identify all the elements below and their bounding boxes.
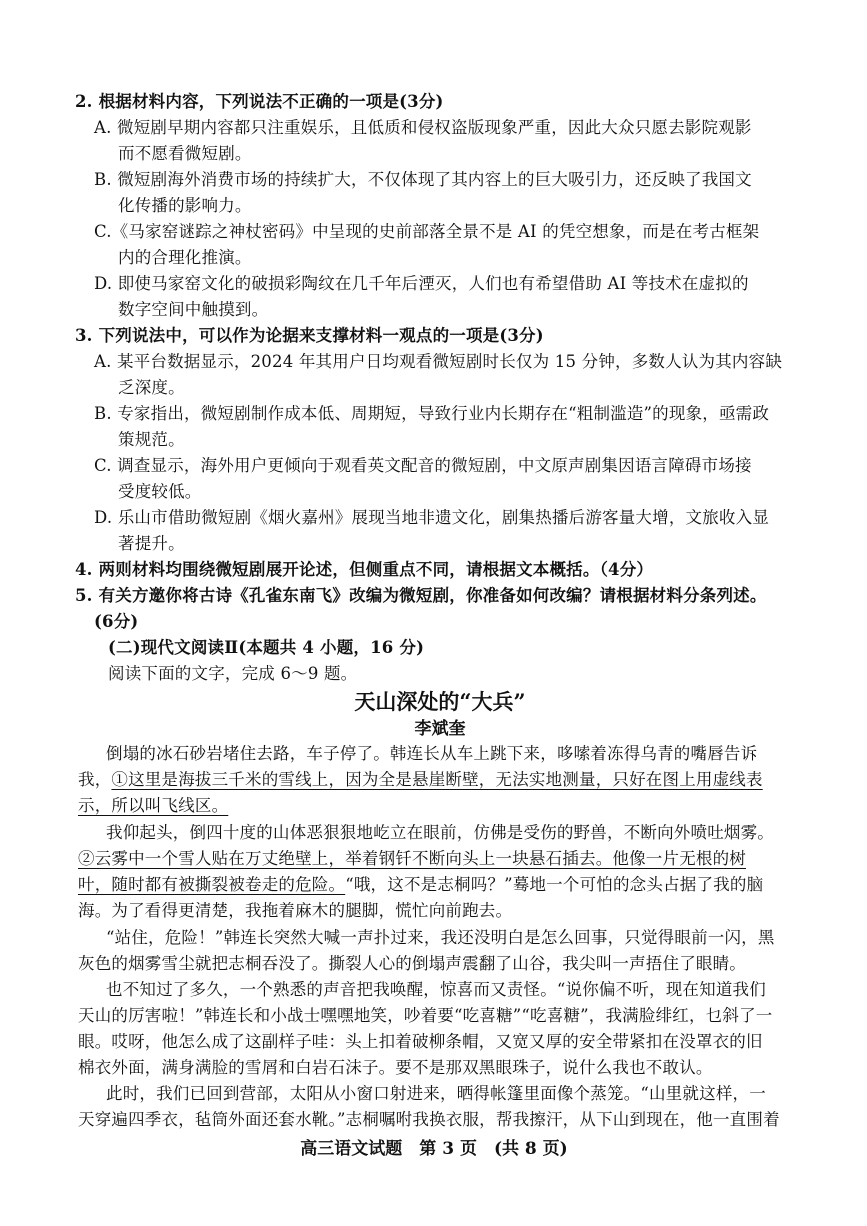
q3-option-b-cont: 策规范。 <box>118 430 185 449</box>
q3-stem: 3. 下列说法中，可以作为论据来支撑材料一观点的一项是(3分) <box>75 326 544 345</box>
q3-option-d-cont: 著提升。 <box>118 534 185 553</box>
underlined-sentence-1-cont: 示，所以叫飞线区。 <box>78 796 229 815</box>
q5-stem: 5. 有关方邀你将古诗《孔雀东南飞》改编为微短剧，你准备如何改编？请根据材料分条列述。 <box>75 586 767 605</box>
article-paragraph-4: 也不知过了多久，一个熟悉的声音把我唤醒，惊喜而又责怪。“说你偏不听，现在知道我们 <box>106 980 766 999</box>
q5-stem-cont: (6分) <box>94 612 139 631</box>
article-paragraph-3: “站住，危险！”韩连长突然大喊一声扑过来，我还没明白是怎么回事，只觉得眼前一闪，黑 <box>106 928 775 947</box>
article-paragraph-4-line-3: 眼。哎呀，他怎么成了这副样子哇：头上扣着破柳条帽，又宽又厚的安全带紧扣在没罩衣的旧 <box>78 1032 763 1051</box>
q3-option-c-cont: 受度较低。 <box>118 482 202 501</box>
q2-option-c: C.《马家窑谜踪之神杖密码》中呈现的史前部落全景不是 AI 的凭空想象，而是在考古框架 <box>94 222 760 241</box>
underlined-sentence-2-cont: 叶，随时都有被撕裂被卷走的危险。 <box>78 875 346 894</box>
q3-option-c: C. 调查显示，海外用户更倾向于观看英文配音的微短剧，中文原声剧集因语言障碍市场接 <box>94 456 752 475</box>
article-paragraph-1: 倒塌的冰石砂岩堵住去路，车子停了。韩连长从车上跳下来，哆嗦着冻得乌青的嘴唇告诉 <box>106 744 758 763</box>
article-paragraph-1-line-3 <box>78 793 228 819</box>
article-paragraph-2-line-4: 海。为了看得更清楚，我拖着麻木的腿脚，慌忙向前跑去。 <box>78 901 513 920</box>
underlined-sentence-1: ①这里是海拔三千米的雪线上，因为全是悬崖断壁，无法实地测量，只好在图上用虚线表 <box>111 770 763 789</box>
article-author: 李斌奎 <box>414 719 466 739</box>
q2-option-a: A. 微短剧早期内容都只注重娱乐，且低质和侵权盗版现象严重，因此大众只愿去影院观影 <box>94 118 752 137</box>
page-footer: 高三语文试题 第 3 页 (共 8 页) <box>300 1139 568 1159</box>
q2-option-d-cont: 数字空间中触摸到。 <box>118 300 269 319</box>
plain-text: 我， <box>78 770 112 789</box>
q3-option-d: D. 乐山市借助微短剧《烟火嘉州》展现当地非遗文化，剧集热播后游客量大增，文旅收入显 <box>94 508 770 527</box>
q4-stem: 4. 两则材料均围绕微短剧展开论述，但侧重点不同，请根据文本概括。（4分） <box>75 560 654 579</box>
article-paragraph-4-line-4: 棉衣外面，满身满脸的雪屑和白岩石沫子。要不是那双黑眼珠子，说什么我也不敢认。 <box>78 1058 713 1077</box>
article-title: 天山深处的“大兵” <box>354 689 526 714</box>
q2-option-c-cont: 内的合理化推演。 <box>118 248 252 267</box>
q2-option-b: B. 微短剧海外消费市场的持续扩大，不仅体现了其内容上的巨大吸引力，还反映了我国文 <box>94 170 752 189</box>
q2-stem: 2. 根据材料内容，下列说法不正确的一项是(3分) <box>75 92 444 111</box>
article-paragraph-5-line-2: 天穿遍四季衣，毡筒外面还套水靴。”志桐嘱咐我换衣服，帮我擦汗，从下山到现在，他一直围着 <box>78 1110 780 1129</box>
underlined-sentence-2: ②云雾中一个雪人贴在万丈绝壁上，举着钢钎不断向头上一块悬石插去。他像一片无根的树 <box>78 849 746 868</box>
article-paragraph-2-line-3 <box>78 872 763 898</box>
article-paragraph-4-line-2: 天山的厉害啦！”韩连长和小战士嘿嘿地笑，吵着要“吃喜糖”“吃喜糖”，我满脸绯红，乜斜了一 <box>78 1006 773 1025</box>
q3-option-b: B. 专家指出，微短剧制作成本低、周期短，导致行业内长期存在“粗制滥造”的现象，亟需政 <box>94 404 770 423</box>
article-paragraph-1-line-2 <box>78 767 763 793</box>
q2-option-a-cont: 而不愿看微短剧。 <box>118 144 252 163</box>
article-paragraph-2-line-2 <box>78 846 746 872</box>
section-heading: (二)现代文阅读Ⅱ(本题共 4 小题，16 分) <box>108 638 425 657</box>
plain-text: “哦，这不是志桐吗？”蓦地一个可怕的念头占据了我的脑 <box>345 875 764 894</box>
q3-option-a: A. 某平台数据显示，2024 年其用户日均观看微短剧时长仅为 15 分钟，多数人认为其内容缺 <box>94 352 783 371</box>
article-paragraph-2: 我仰起头，倒四十度的山体恶狠狠地屹立在眼前，仿佛是受伤的野兽，不断向外喷吐烟雾。 <box>106 823 774 842</box>
article-paragraph-3-line-2: 灰色的烟雾雪尘就把志桐吞没了。撕裂人心的倒塌声震翻了山谷，我尖叫一声捂住了眼睛。 <box>78 954 746 973</box>
article-paragraph-5: 此时，我们已回到营部，太阳从小窗口射进来，晒得帐篷里面像个蒸笼。“山里就这样，一 <box>106 1084 766 1103</box>
q3-option-a-cont: 乏深度。 <box>118 378 185 397</box>
q2-option-b-cont: 化传播的影响力。 <box>118 196 252 215</box>
section-instruction: 阅读下面的文字，完成 6～9 题。 <box>108 664 358 683</box>
q2-option-d: D. 即使马家窑文化的破损彩陶纹在几千年后湮灭，人们也有希望借助 AI 等技术在虚拟的 <box>94 274 749 293</box>
